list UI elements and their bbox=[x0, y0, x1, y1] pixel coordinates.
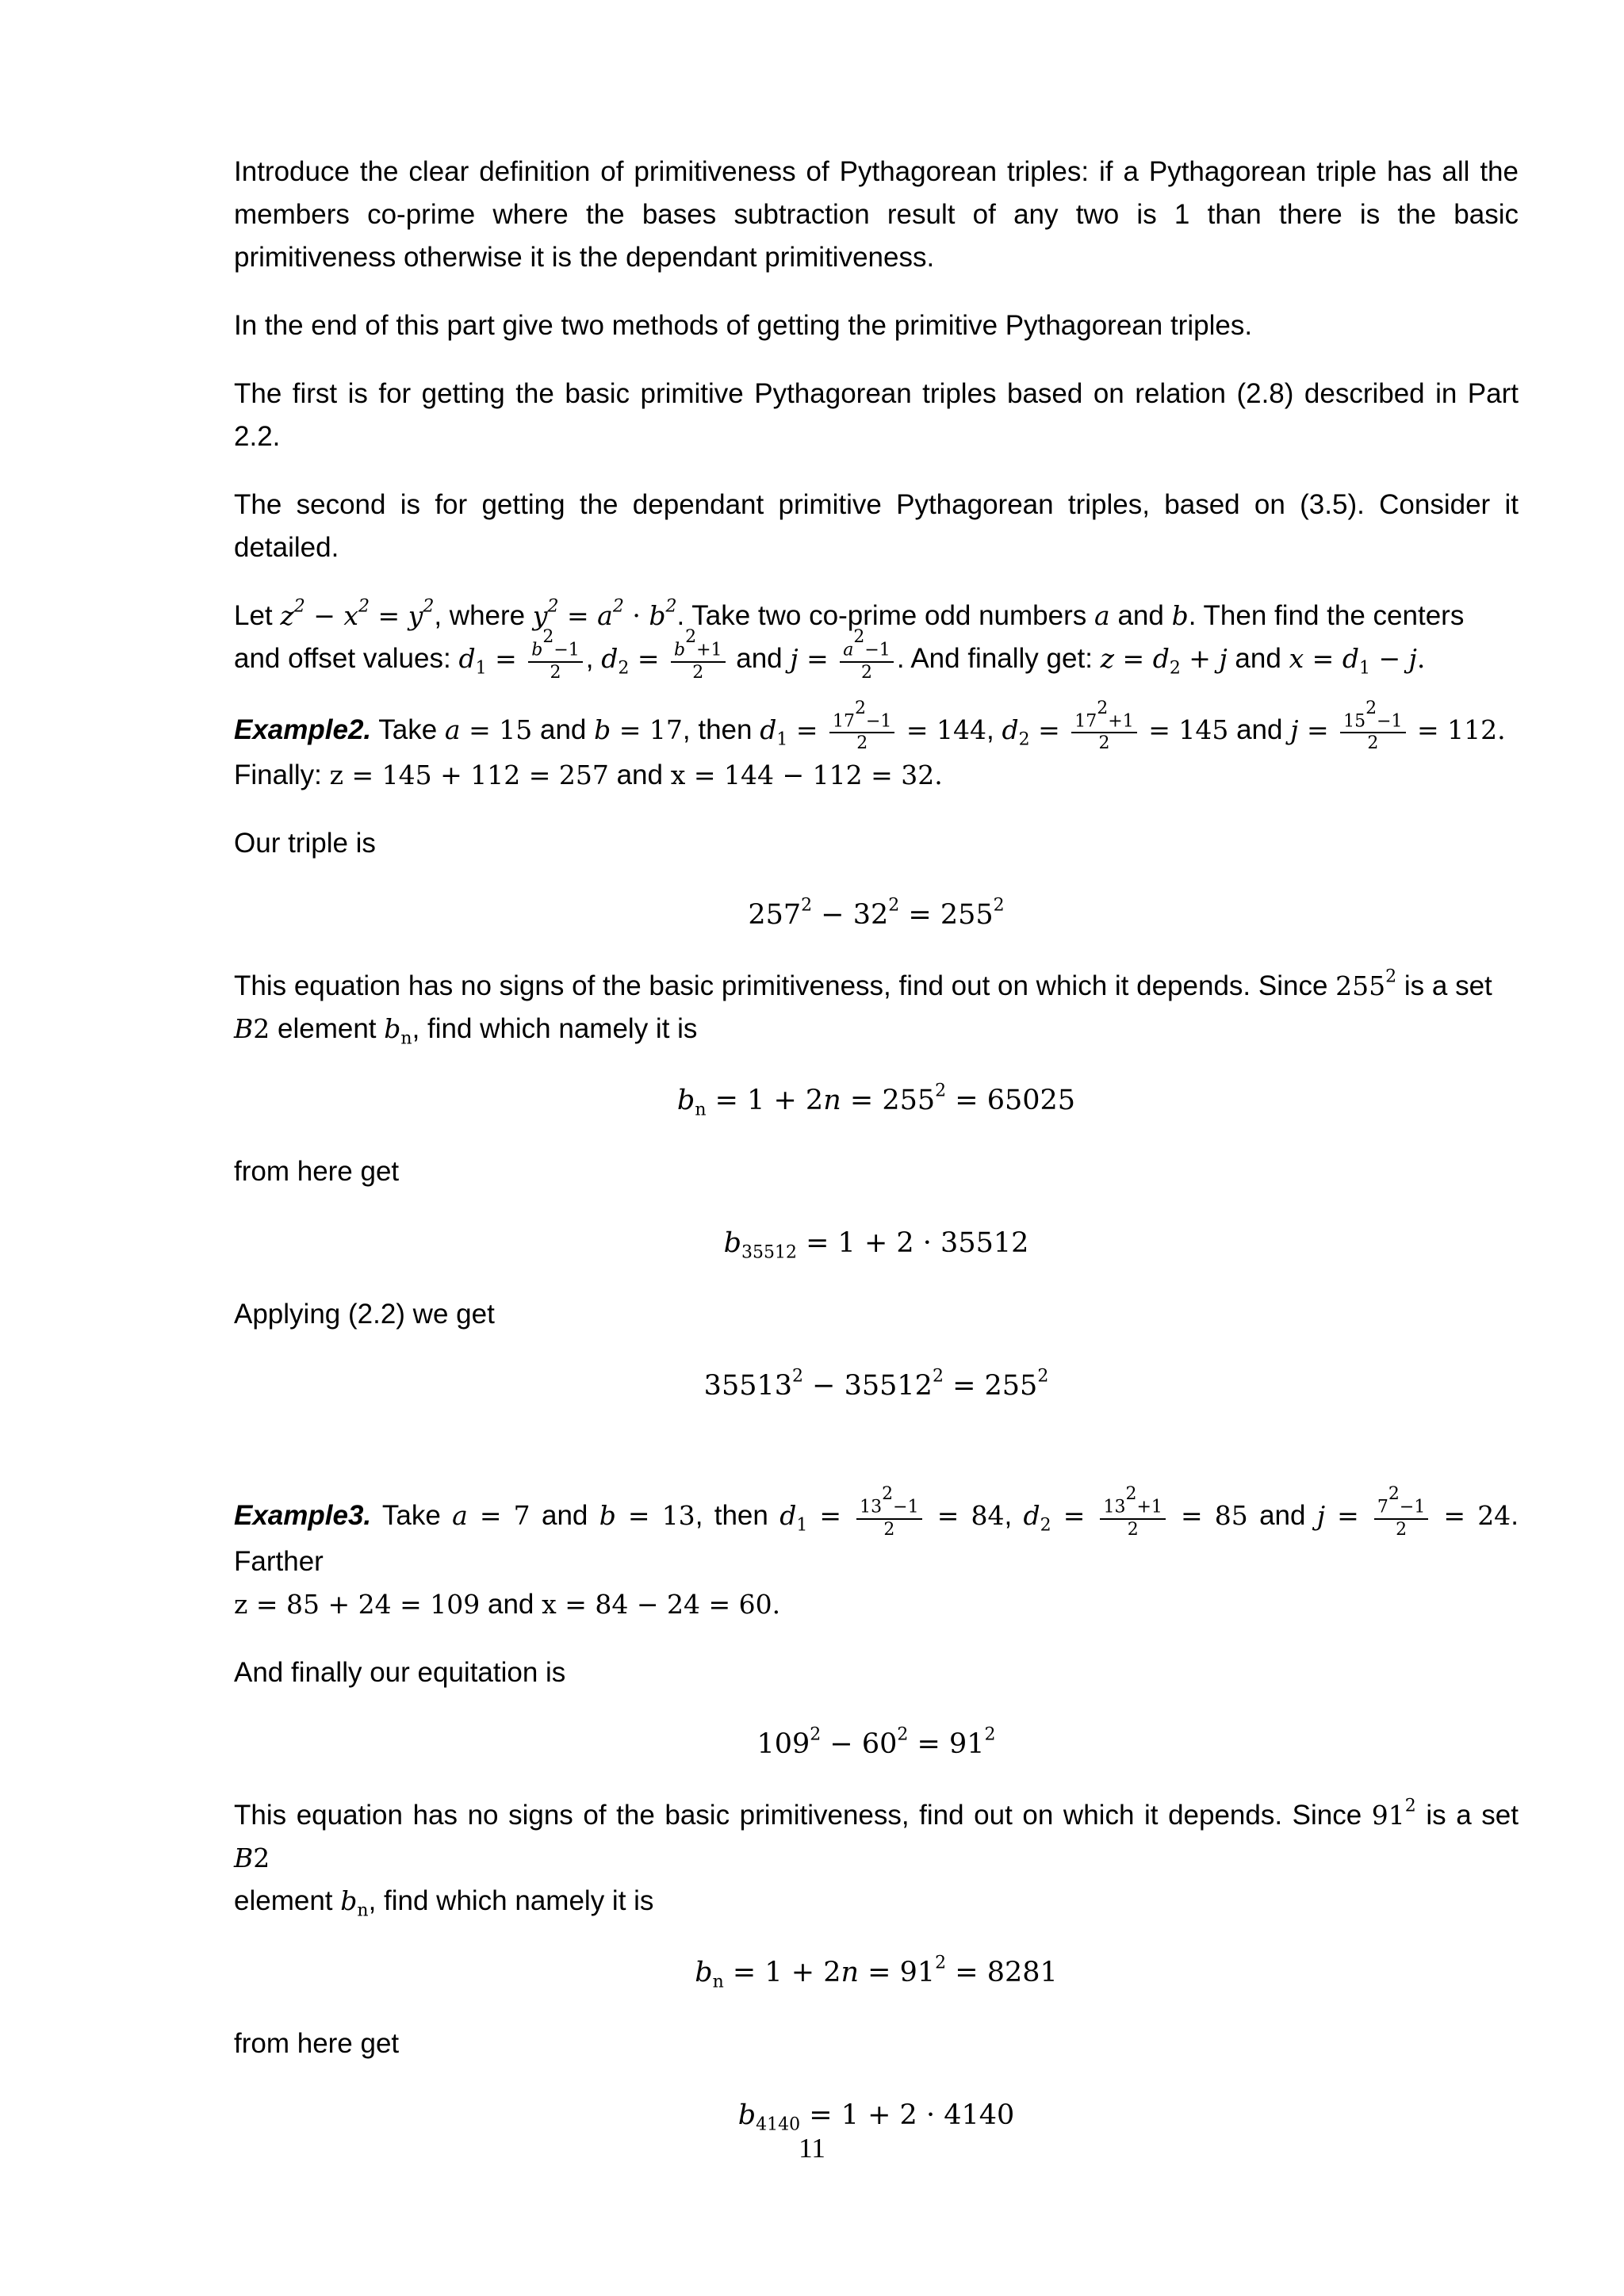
equation-b35512: $b_{35512} = 1 + 2 \cdot 35512$ bbox=[723, 1227, 1029, 1263]
finally-equation-text: And finally our equitation is bbox=[234, 1656, 566, 1688]
paragraph-methods-intro: In the end of this part give two methods of getting the primitive Pythagorean triples. bbox=[234, 310, 1253, 341]
paragraph-first-method: The first is for getting the basic primitive Pythagorean triples based on relation (2.8) described in Part 2.2. bbox=[234, 378, 1519, 452]
from-here-text-1: from here get bbox=[234, 1156, 400, 1187]
page-body bbox=[234, 151, 1519, 2165]
equation-bn-2: $b_n = 1 + 2n = 91^2 = 8281$ bbox=[695, 1953, 1058, 1992]
paragraph-definition: Introduce the clear definition of primitiveness of Pythagorean triples: if a Pythagorean triple has all the members co-prime where the bases subtraction result of any two is 1 than there is the basic primitiveness otherwise it is the dependant primitiveness. bbox=[234, 156, 1519, 273]
equation-bn-1: $b_n = 1 + 2n = 255^2 = 65025$ bbox=[676, 1081, 1076, 1120]
page-number: 11 bbox=[799, 2133, 825, 2164]
from-here-text-2: from here get bbox=[234, 2027, 400, 2059]
applying-text: Applying (2.2) we get bbox=[234, 1299, 495, 1330]
example2-paragraph: Example2. Take a = 15 and b = 17, then $d_1$ = $\frac{17^2-1}{2}$ = 144, $d_2$ = $\frac{17^2+1}{2}$ = 145 and j = $\frac{15^2-1}{2}$ = 112. Finally: z = 145 + 112 = 257 and x = 144 − 112 = 32. bbox=[234, 698, 1506, 790]
equation-35513: $35513^2 - 35512^2 = 255^2$ bbox=[703, 1366, 1049, 1402]
paragraph-let: Let $z^2 - x^2 = y^2$, where $y^2 = a^2 \cdot b^2$. Take two co-prime odd numbers a and b. Then find the centers and offset values: $d_1$ = $\frac{b^2-1}{2}$ , $d_2$ = $\frac{b^2+1}{2}$ and j = $\frac{a^2-1}{2}$ . And finally get: $z = d_2 + j$ and $x = d_1 - j$. bbox=[234, 596, 1465, 683]
equation-triple-2: $109^2 - 60^2 = 91^2$ bbox=[756, 1724, 996, 1760]
example3-paragraph: Example3. Take a = 7 and b = 13, then $d_1$ = $\frac{13^2-1}{2}$ = 84, $d_2$ = $\frac{13^2+1}{2}$ = 85 and j = $\frac{7^2-1}{2}$ = 24. Farther z = 85 + 24 = 109 and x = 84 − 24 = 60. bbox=[234, 1484, 1519, 1620]
our-triple-text: Our triple is bbox=[234, 828, 376, 859]
paragraph-second-method: The second is for getting the dependant primitive Pythagorean triples, based on (3.5). Consider it detailed. bbox=[234, 489, 1519, 563]
example3-label: Example3. bbox=[234, 1500, 372, 1531]
equation-b4140: $b_{4140} = 1 + 2 \cdot 4140$ bbox=[737, 2099, 1015, 2135]
equation-triple-1: $257^2 - 32^2 = 255^2$ bbox=[748, 895, 1005, 931]
paragraph-no-signs-1: This equation has no signs of the basic primitiveness, find out on which it depends. Since $255^2$ is a set B2 element $b_n$, find which namely it is bbox=[234, 966, 1492, 1049]
example2-label: Example2. bbox=[234, 714, 372, 745]
paragraph-no-signs-2: This equation has no signs of the basic primitiveness, find out on which it depends. Since $91^2$ is a set B2 element $b_n$, find which namely it is bbox=[234, 1796, 1519, 1921]
